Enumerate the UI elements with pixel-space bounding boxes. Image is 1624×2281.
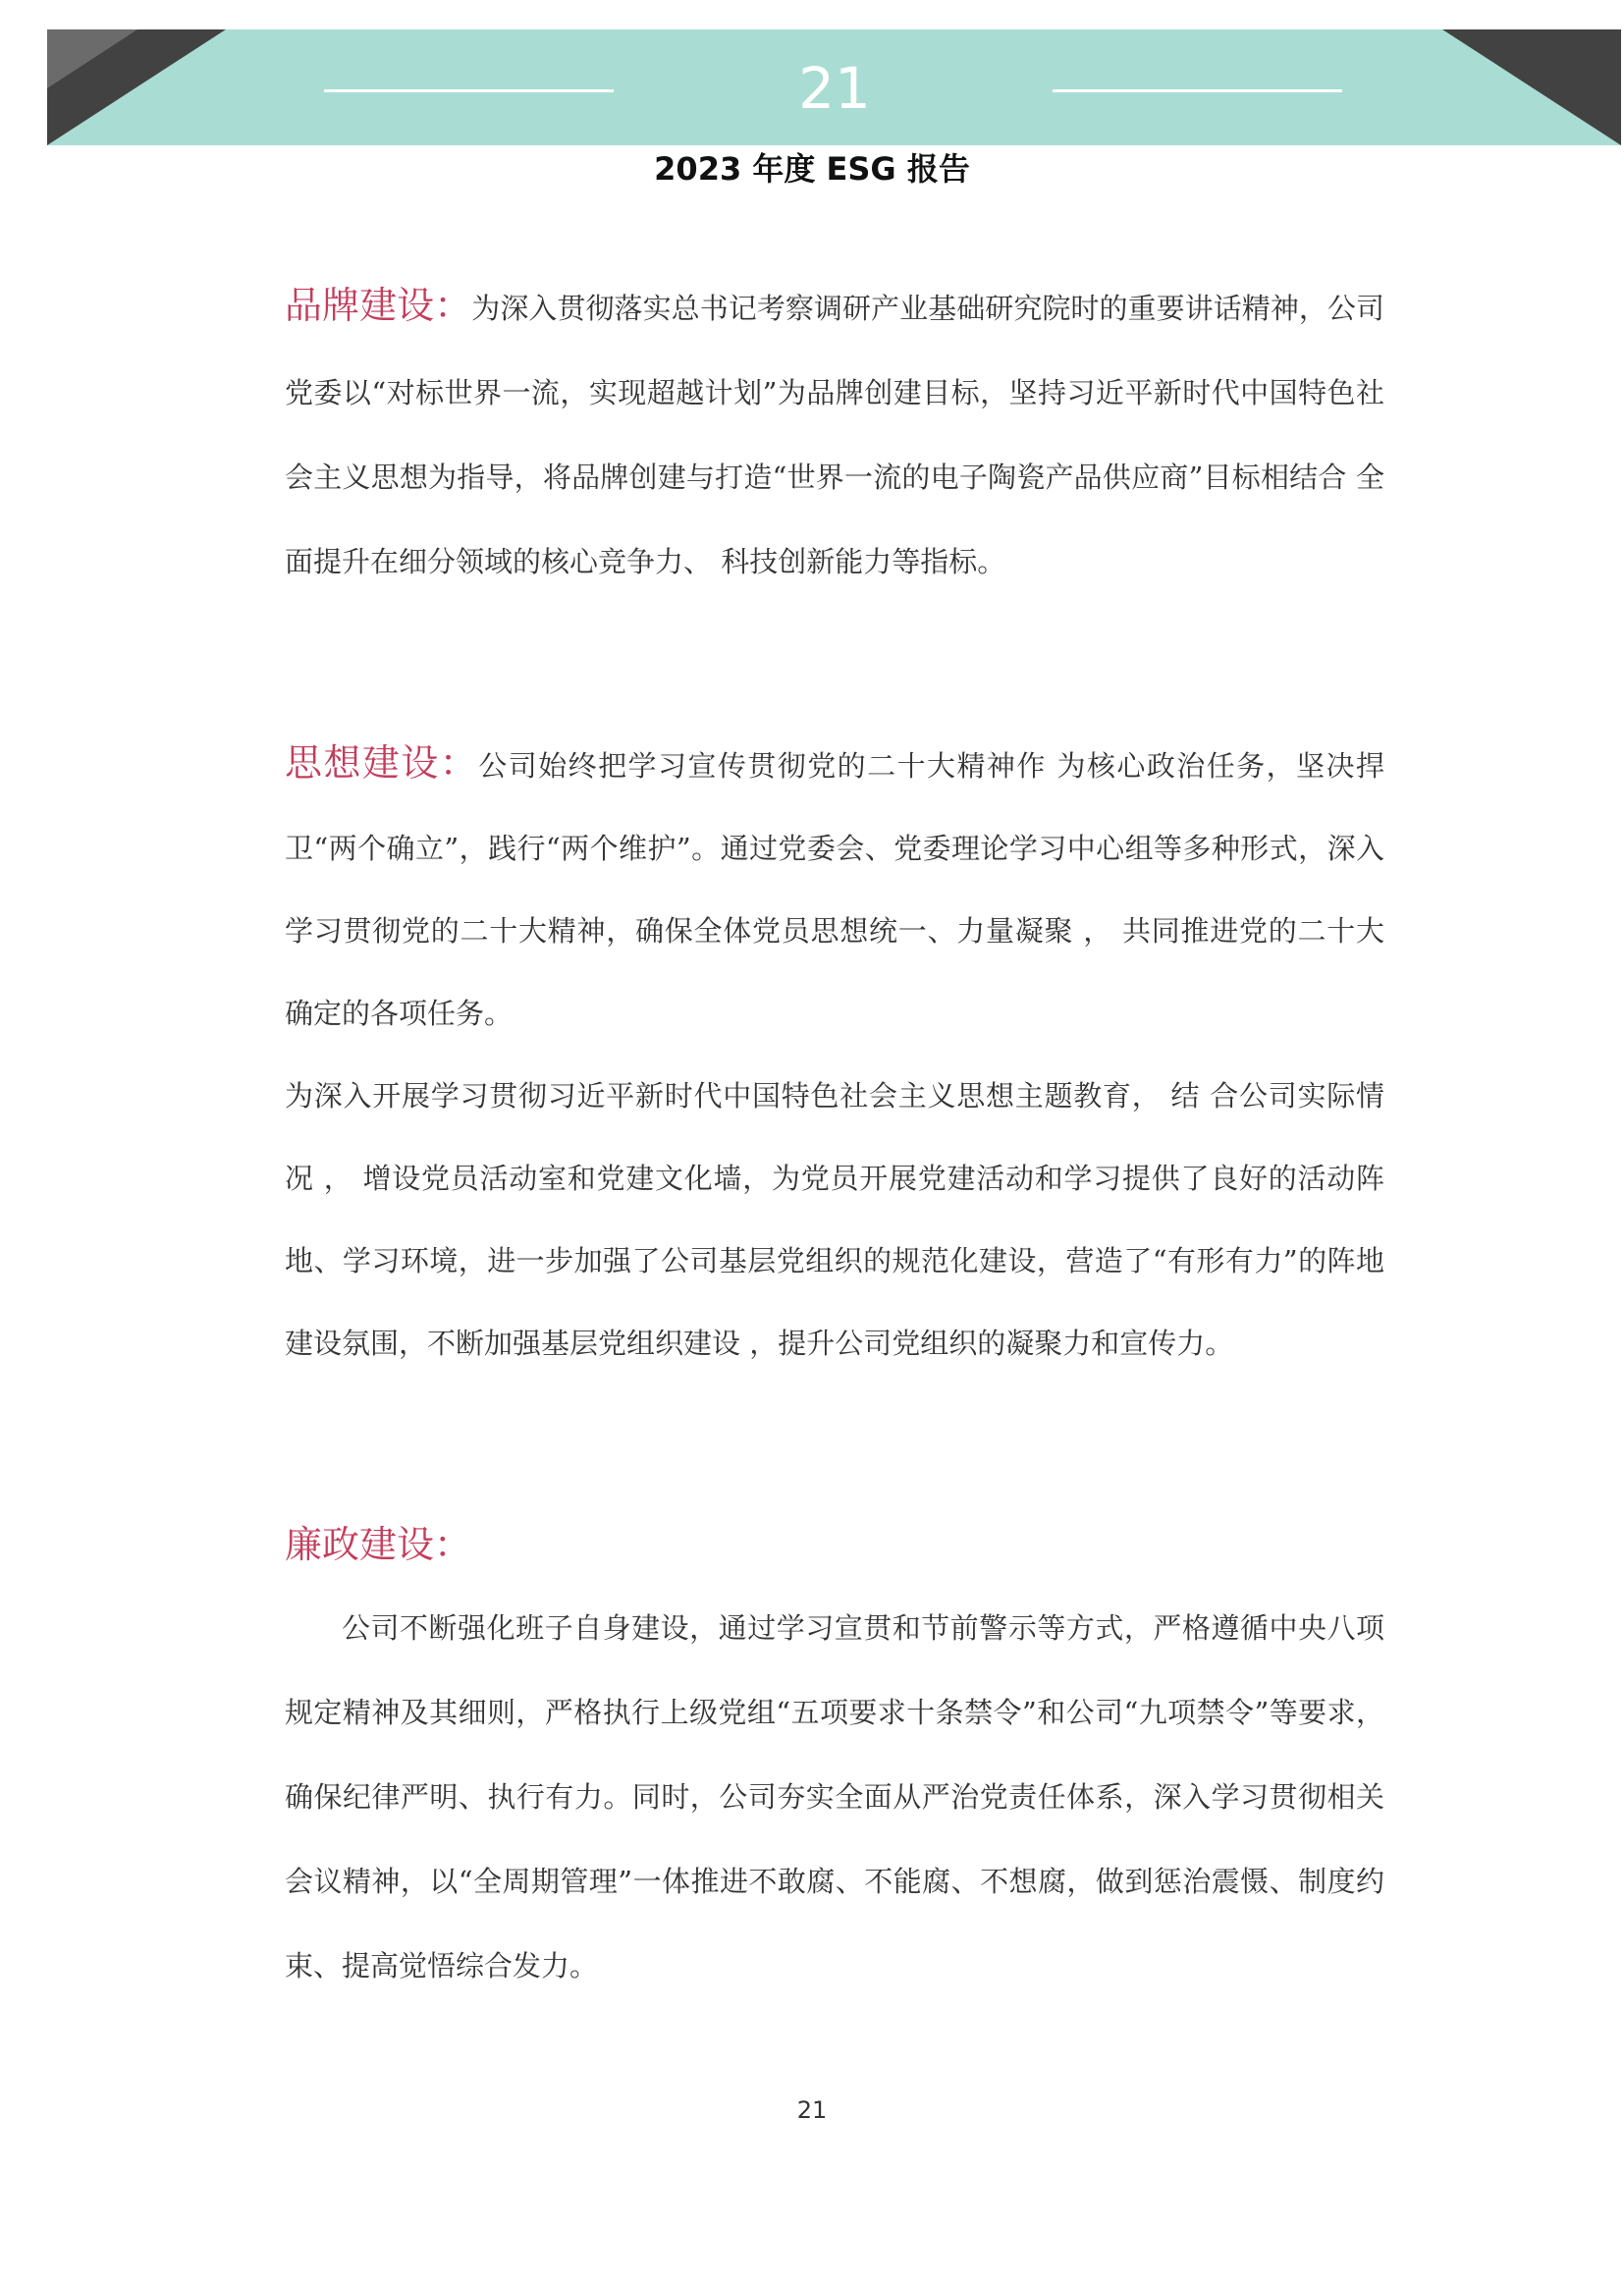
- banner-right-corner: [1442, 29, 1621, 145]
- brand-heading: 品牌建设：: [285, 284, 472, 327]
- ideology-text: 公司始终把学习宣传贯彻党的二十大精神作 为核心政治任务，坚决捍卫“两个确立”，践行“两个维护”。通过党委会、党委理论学习中心组等多种形式，深入学习贯彻党的二十大精神，确保全体党员思想统一、力量凝聚 ， 共同推进党的二十大确定的各项任务。: [285, 749, 1384, 1030]
- ideology-heading: 思想建设：: [285, 741, 479, 785]
- brand-section: [285, 263, 1384, 604]
- integrity-heading: 廉政建设：: [285, 1523, 472, 1566]
- brand-paragraph: [285, 263, 1384, 604]
- page-number: 21: [796, 2096, 828, 2124]
- banner-page-number: 21: [798, 55, 871, 122]
- banner-right-line: [1053, 89, 1342, 92]
- banner-left-line: [324, 89, 614, 92]
- integrity-section: [285, 1502, 1384, 2008]
- ideology-section: [285, 722, 1384, 1385]
- report-title: 2023 年度 ESG 报告: [654, 150, 970, 188]
- brand-text: 为深入贯彻落实总书记考察调研产业基础研究院时的重要讲话精神，公司党委以“对标世界一流，实现超越计划”为品牌创建目标，坚持习近平新时代中国特色社会主义思想为指导，将品牌创建与打造“世界一流的电子陶瓷产品供应商”目标相结合 全面提升在细分领域的核心竞争力、 科技创新能力等指标。: [285, 292, 1384, 578]
- ideology-paragraph-2: 为深入开展学习贯彻习近平新时代中国特色社会主义思想主题教育， 结 合公司实际情况 ， 增设党员活动室和党建文化墙，为党员开展党建活动和学习提供了良好的活动阵地、学习环境，进一步加强了公司基层党组织的规范化建设，营造了“有形有力”的阵地建设氛围，不断加强基层党组织建设 ，提升公司党组织的凝聚力和宣传力。: [285, 1079, 1384, 1360]
- integrity-heading-line: [285, 1502, 1384, 1590]
- ideology-paragraph: [285, 722, 1384, 1055]
- integrity-paragraph: 公司不断强化班子自身建设，通过学习宣贯和节前警示等方式，严格遵循中央八项规定精神及其细则，严格执行上级党组“五项要求十条禁令”和公司“九项禁令”等要求，确保纪律严明、执行有力。同时，公司夯实全面从严治党责任体系，深入学习贯彻相关会议精神，以“全周期管理”一体推进不敢腐、不能腐、不想腐，做到惩治震慑、制度约束、提高觉悟综合发力。: [285, 1611, 1384, 1982]
- banner-left-corner-highlight: [47, 29, 137, 88]
